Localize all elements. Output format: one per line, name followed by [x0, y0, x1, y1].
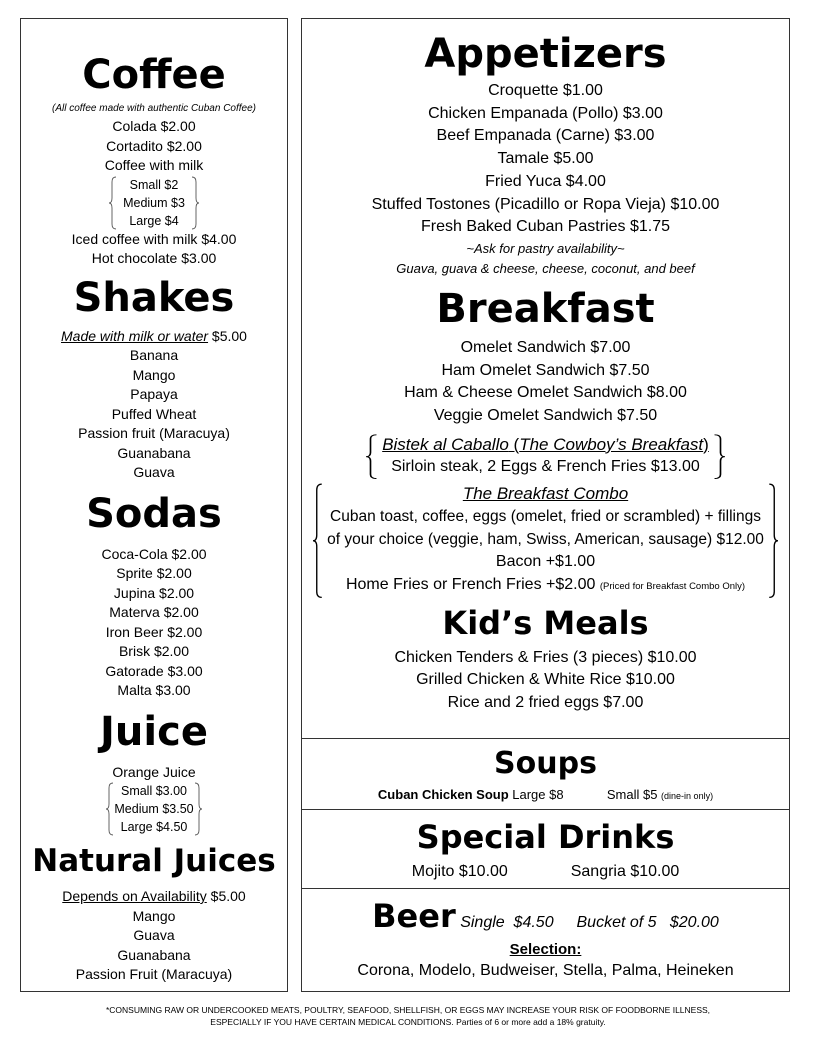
- appetizers-list: [301, 80, 790, 239]
- list-item: Mango: [132, 366, 176, 383]
- list-item: Coca-Cola $2.00: [101, 545, 207, 562]
- footer-line-2: ESPECIALLY IF YOU HAVE CERTAIN MEDICAL CONDITIONS. Parties of 6 or more add a 18% gratuity.: [210, 1017, 606, 1027]
- list-item: Fried Yuca $4.00: [485, 172, 606, 190]
- juice-size-group: [106, 782, 201, 836]
- combo-line-1: Cuban toast, coffee, eggs (omelet, fried or scrambled) + fillings: [330, 507, 761, 525]
- natural-list: [20, 907, 288, 985]
- beer-selection-label: Selection:: [509, 941, 582, 958]
- special-title: Special Drinks: [416, 818, 675, 856]
- list-item: Guanabana: [117, 946, 191, 963]
- list-item: Chicken Empanada (Pollo) $3.00: [428, 104, 663, 122]
- right-brace-icon: [194, 782, 202, 836]
- list-item: Tamale $5.00: [497, 150, 594, 168]
- coffee-note: (All coffee made with authentic Cuban Coffee): [52, 103, 256, 114]
- shakes-price: $5.00: [208, 327, 247, 344]
- bistek-paren-close: ): [703, 434, 709, 454]
- soup-small: Small $5: [606, 787, 658, 802]
- beer-selection: Corona, Modelo, Budweiser, Stella, Palma, Heineken: [357, 962, 734, 979]
- list-item: Materva $2.00: [109, 604, 199, 620]
- list-item: Passion fruit (Maracuya): [78, 425, 230, 441]
- soups-title: Soups: [494, 746, 597, 781]
- mojito: Mojito $10.00: [411, 863, 508, 880]
- combo-line-4-note: (Priced for Breakfast Combo Only): [599, 580, 746, 592]
- right-brace-icon: [768, 483, 778, 599]
- shakes-made-label: Made with milk or water: [61, 327, 209, 344]
- combo-title: The Breakfast Combo: [462, 484, 629, 504]
- shakes-list: [20, 346, 288, 483]
- footer-disclaimer: [0, 1004, 816, 1028]
- list-item: Omelet Sandwich $7.00: [460, 338, 631, 356]
- list-item: Beef Empanada (Carne) $3.00: [436, 127, 655, 145]
- list-item: Medium $3: [123, 195, 185, 210]
- list-item: Brisk $2.00: [118, 643, 190, 659]
- list-item: Mango: [132, 907, 176, 924]
- special-section: [301, 818, 790, 883]
- list-item: Malta $3.00: [117, 682, 191, 698]
- combo-line-3: Bacon +$1.00: [495, 553, 596, 571]
- list-item: Papaya: [130, 386, 178, 402]
- shakes-title: Shakes: [73, 274, 235, 321]
- list-item: Ham & Cheese Omelet Sandwich $8.00: [404, 384, 687, 402]
- combo-group: [313, 483, 778, 599]
- beer-single: Single $4.50: [460, 914, 554, 931]
- list-item: Large $4.50: [120, 820, 188, 834]
- kids-title: Kid’s Meals: [442, 603, 649, 642]
- left-brace-icon: [106, 782, 114, 836]
- bistek-paren-open: (: [508, 434, 520, 454]
- combo-line-4: [325, 574, 766, 599]
- shakes-base: [20, 327, 288, 347]
- soups-line: [301, 785, 790, 806]
- list-item: Large $4: [129, 213, 179, 228]
- list-item: Sprite $2.00: [116, 565, 192, 581]
- sodas-title: Sodas: [86, 490, 222, 537]
- list-item: Jupina $2.00: [113, 584, 195, 601]
- sodas-list: [20, 545, 288, 701]
- list-item: Guava: [133, 464, 175, 480]
- bistek-title: [382, 434, 709, 457]
- list-item: Hot chocolate $3.00: [91, 250, 217, 266]
- right-content: [301, 18, 790, 715]
- bistek-sub: The Cowboy’s Breakfast: [519, 434, 704, 454]
- beer-section: [301, 897, 790, 982]
- sangria: Sangria $10.00: [570, 863, 680, 880]
- divider-special: [301, 809, 790, 810]
- list-item: Colada $2.00: [112, 118, 196, 134]
- list-item: Rice and 2 fried eggs $7.00: [447, 694, 644, 712]
- list-item: Guanabana: [117, 444, 191, 461]
- list-item: Banana: [129, 347, 179, 363]
- list-item: Chicken Tenders & Fries (3 pieces) $10.00: [394, 648, 697, 666]
- coffee-list: [20, 117, 288, 176]
- soup-name: Cuban Chicken Soup: [377, 787, 509, 802]
- pastry-note: ~Ask for pastry availability~: [466, 240, 625, 256]
- soup-small-note: (dine-in only): [661, 791, 714, 801]
- appetizers-title: Appetizers: [424, 31, 667, 77]
- coffee-size-group: [109, 176, 199, 230]
- list-item: Fresh Baked Cuban Pastries $1.75: [420, 218, 671, 236]
- coffee-title: Coffee: [82, 52, 226, 98]
- left-brace-icon: [366, 434, 378, 479]
- list-item: Passion Fruit (Maracuya): [75, 966, 233, 982]
- soup-large: Large $8: [508, 787, 564, 802]
- combo-line-2: of your choice (veggie, ham, Swiss, American, sausage) $12.00: [327, 530, 764, 548]
- natural-price: $5.00: [206, 888, 246, 904]
- right-brace-icon: [713, 434, 725, 479]
- list-item: Cortadito $2.00: [106, 137, 202, 154]
- combo-line-4-text: Home Fries or French Fries +$2.00: [345, 575, 596, 593]
- natural-avail-label: Depends on Availability: [62, 888, 207, 904]
- footer-line-1: *CONSUMING RAW OR UNDERCOOKED MEATS, POULTRY, SEAFOOD, SHELLFISH, OR EGGS MAY INCREASE YOUR RISK OF FOODBORNE ILLNESS,: [105, 1005, 711, 1015]
- pastry-flavors: Guava, guava & cheese, cheese, coconut, and beef: [396, 260, 695, 276]
- list-item: Medium $3.50: [114, 802, 194, 816]
- list-item: Puffed Wheat: [111, 405, 197, 422]
- divider-soups: [301, 738, 790, 739]
- list-item: Ham Omelet Sandwich $7.50: [441, 361, 650, 379]
- list-item: Coffee with milk: [104, 157, 204, 173]
- list-item: Gatorade $3.00: [105, 662, 203, 679]
- bistek-group: [366, 434, 725, 479]
- beer-bucket: Bucket of 5 $20.00: [576, 914, 719, 931]
- bistek-desc: Sirloin steak, 2 Eggs & French Fries $13.00: [391, 458, 700, 476]
- list-item: Small $2: [129, 177, 179, 192]
- left-brace-icon: [109, 176, 117, 230]
- list-item: Iced coffee with milk $4.00: [71, 230, 237, 247]
- list-item: Stuffed Tostones (Picadillo or Ropa Vieja) $10.00: [371, 195, 720, 213]
- beer-header: [301, 897, 790, 938]
- breakfast-title: Breakfast: [436, 285, 655, 332]
- special-line: [301, 861, 790, 883]
- breakfast-list: [301, 337, 790, 428]
- beer-title: Beer: [372, 897, 456, 935]
- list-item: Guava: [133, 927, 175, 943]
- list-item: Grilled Chicken & White Rice $10.00: [416, 671, 675, 689]
- juice-title: Juice: [100, 708, 208, 755]
- divider-beer: [301, 888, 790, 889]
- list-item: Iron Beer $2.00: [105, 623, 203, 640]
- kids-list: [301, 647, 790, 715]
- left-brace-icon: [313, 483, 323, 599]
- bistek-name: Bistek al Caballo: [382, 434, 509, 454]
- list-item: Croquette $1.00: [488, 82, 603, 99]
- juice-item: Orange Juice: [112, 763, 196, 780]
- natural-title: Natural Juices: [32, 843, 276, 879]
- list-item: Small $3.00: [120, 784, 187, 798]
- right-brace-icon: [191, 176, 199, 230]
- natural-base: [20, 887, 288, 907]
- left-content: [20, 18, 288, 985]
- soups-section: [301, 746, 790, 806]
- list-item: Veggie Omelet Sandwich $7.50: [433, 407, 658, 425]
